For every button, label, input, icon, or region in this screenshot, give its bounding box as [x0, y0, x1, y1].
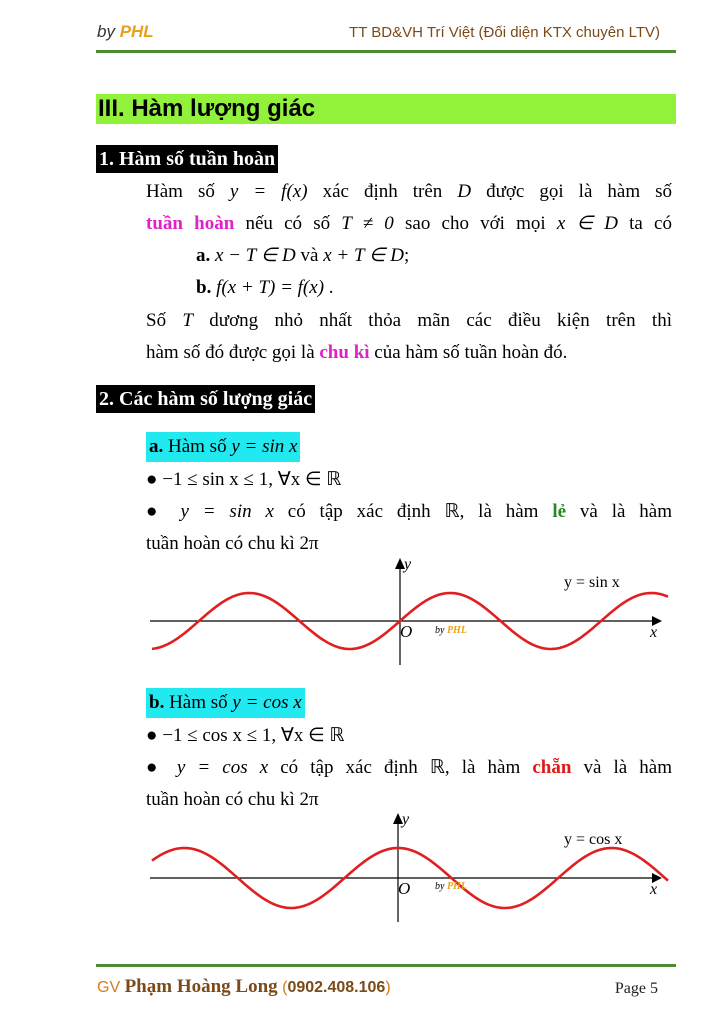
cos-period: tuần hoàn có chu kì 2π: [146, 789, 319, 810]
definition-line-1: Hàm số y = f(x) xác định trên D được gọi là hàm số: [146, 181, 673, 202]
subsection-title-trig: 2. Các hàm số lượng giác: [96, 385, 315, 413]
watermark: by PHL: [435, 881, 467, 892]
watermark: by PHL: [435, 625, 467, 636]
sin-property: ● y = sin x có tập xác định ℝ, là hàm lẻ và là hàm: [146, 501, 672, 522]
curve-label: y = sin x: [564, 574, 620, 591]
footer-rule: [96, 964, 676, 967]
teacher-phone: 0902.408.106: [287, 979, 386, 996]
sin-graph: [140, 555, 680, 670]
x-axis-label: x: [650, 881, 658, 898]
cos-range: ● −1 ≤ cos x ≤ 1, ∀x ∈ ℝ: [146, 725, 345, 746]
curve-label: y = cos x: [564, 831, 623, 848]
term-even: chẵn: [532, 757, 572, 778]
term-periodic: tuần hoàn: [146, 213, 235, 234]
header-center: TT BD&VH Trí Việt (Đối diện KTX chuyên LTV): [349, 24, 660, 41]
condition-a: a. x − T ∈ D và x + T ∈ D;: [196, 245, 410, 266]
origin-label: O: [400, 622, 413, 641]
header-author: by PHL: [97, 22, 154, 41]
teacher-name: Phạm Hoàng Long: [124, 976, 278, 997]
term-odd: lẻ: [552, 501, 567, 522]
cos-property: ● y = cos x có tập xác định ℝ, là hàm chẵn và là hàm: [146, 757, 673, 778]
section-title: III. Hàm lượng giác: [96, 94, 676, 124]
period-line-2: hàm số đó được gọi là chu kì của hàm số tuần hoàn đó.: [146, 342, 568, 363]
footer-author: GV Phạm Hoàng Long (0902.408.106): [97, 976, 391, 997]
term-period: chu kì: [319, 342, 370, 363]
subsection-title-periodic: 1. Hàm số tuần hoàn: [96, 145, 278, 173]
definition-line-2: tuần hoàn nếu có số T ≠ 0 sao cho với mọi x ∈ D ta có: [146, 213, 672, 234]
page-number: Page 5: [614, 980, 658, 997]
cos-graph: [140, 810, 680, 925]
header-rule: [96, 50, 676, 53]
y-axis-label: y: [404, 556, 412, 573]
cos-heading: b. Hàm số y = cos x: [146, 688, 305, 718]
y-axis-label: y: [402, 811, 410, 828]
sin-range: ● −1 ≤ sin x ≤ 1, ∀x ∈ ℝ: [146, 469, 342, 490]
sin-period: tuần hoàn có chu kì 2π: [146, 533, 319, 554]
x-axis-label: x: [650, 624, 658, 641]
period-line-1: Số T dương nhỏ nhất thỏa mãn các điều kiện trên thì: [146, 310, 672, 331]
header-author-name: PHL: [119, 22, 154, 41]
condition-b: b. f(x + T) = f(x) .: [196, 277, 334, 298]
sin-heading: a. Hàm số y = sin x: [146, 432, 300, 462]
origin-label: O: [398, 879, 411, 898]
